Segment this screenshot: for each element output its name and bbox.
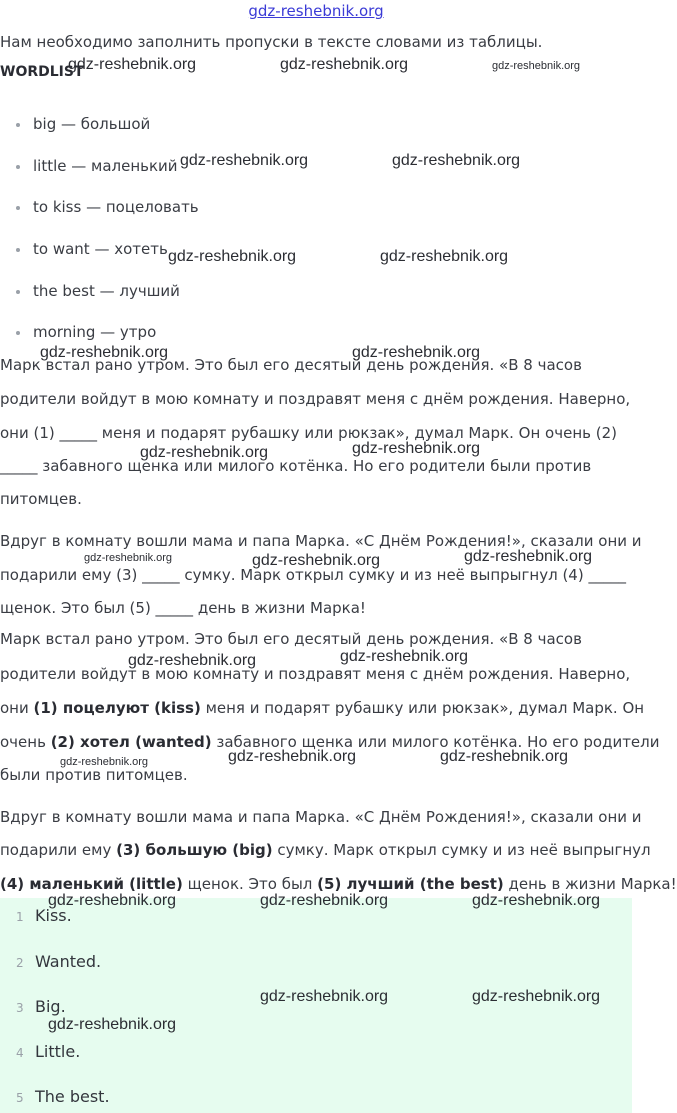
task-line: родители войдут в мою комнату и поздравят меня с днём рождения. Наверно, (0, 390, 631, 408)
bullet-icon (16, 123, 20, 127)
solution-line (0, 875, 677, 893)
watermark: gdz-reshebnik.org (280, 56, 409, 73)
answer-text: Big. (35, 997, 66, 1016)
wordlist-item (16, 323, 156, 341)
watermark: gdz-reshebnik.org (472, 892, 601, 909)
solution-line: родители войдут в мою комнату и поздравят меня с днём рождения. Наверно, (0, 665, 631, 683)
task-line: подарили ему (3) _____ сумку. Марк открыл сумку и из неё выпрыгнул (4) _____ (0, 566, 626, 584)
watermark: gdz-reshebnik.org (340, 648, 469, 665)
watermark: gdz-reshebnik.org (140, 444, 269, 461)
bullet-icon (16, 290, 20, 294)
answer-number: 2 (16, 956, 24, 970)
bullet-icon (16, 206, 20, 210)
answer-highlight: (2) хотел (wanted) (50, 733, 212, 751)
watermark: gdz-reshebnik.org (380, 248, 509, 265)
wordlist-item-text: morning — утро (33, 323, 157, 341)
watermark: gdz-reshebnik.org (84, 552, 173, 564)
answer-number: 4 (16, 1046, 24, 1060)
wordlist-item (16, 282, 180, 300)
answer-item (16, 1087, 110, 1106)
watermark: gdz-reshebnik.org (60, 756, 149, 768)
answer-highlight: (1) поцелуют (kiss) (33, 699, 201, 717)
wordlist-item (16, 240, 168, 258)
solution-line: Марк встал рано утром. Это был его десятый день рождения. «В 8 часов (0, 630, 582, 648)
answer-item (16, 1042, 80, 1061)
bullet-icon (16, 331, 20, 335)
watermark: gdz-reshebnik.org (260, 988, 389, 1005)
solution-text: сумку. Марк открыл сумку и из неё выпрыгнул (272, 841, 651, 859)
watermark: gdz-reshebnik.org (392, 152, 521, 169)
answer-number: 1 (16, 910, 24, 924)
answer-text: Little. (35, 1042, 81, 1061)
watermark: gdz-reshebnik.org (48, 1016, 177, 1033)
watermark: gdz-reshebnik.org (492, 60, 581, 72)
wordlist-item (16, 115, 150, 133)
watermark: gdz-reshebnik.org (352, 344, 481, 361)
solution-line (0, 841, 651, 859)
answer-number: 5 (16, 1091, 24, 1105)
answer-text: The best. (35, 1087, 110, 1106)
watermark: gdz-reshebnik.org (40, 344, 169, 361)
solution-line: были против питомцев. (0, 766, 188, 784)
task-line: питомцев. (0, 490, 82, 508)
task-line: _____ забавного щенка или милого котёнка. Но его родители были против (0, 457, 592, 475)
solution-line: Вдруг в комнату вошли мама и папа Марка. «С Днём Рождения!», сказали они и (0, 808, 642, 826)
watermark: gdz-reshebnik.org (180, 152, 309, 169)
watermark: gdz-reshebnik.org (464, 548, 593, 565)
watermark: gdz-reshebnik.org (128, 652, 257, 669)
watermark: gdz-reshebnik.org (472, 988, 601, 1005)
answer-number: 3 (16, 1001, 24, 1015)
watermark: gdz-reshebnik.org (440, 748, 569, 765)
site-header-link[interactable]: gdz-reshebnik.org (248, 2, 384, 20)
watermark: gdz-reshebnik.org (68, 56, 197, 73)
watermark: gdz-reshebnik.org (48, 892, 177, 909)
solution-text: щенок. Это был (182, 875, 318, 893)
solution-text: день в жизни Марка! (503, 875, 677, 893)
answer-text: Kiss. (35, 906, 72, 925)
watermark: gdz-reshebnik.org (168, 248, 297, 265)
watermark: gdz-reshebnik.org (252, 552, 381, 569)
wordlist-item-text: big — большой (33, 115, 151, 133)
solution-text: меня и подарят рубашку или рюкзак», думал Марк. Он (200, 699, 645, 717)
answer-item (16, 952, 101, 971)
answer-highlight: (3) большую (big) (116, 841, 273, 859)
solution-text: очень (0, 733, 51, 751)
solution-line (0, 699, 645, 717)
watermark: gdz-reshebnik.org (352, 440, 481, 457)
task-line: Марк встал рано утром. Это был его десятый день рождения. «В 8 часов (0, 356, 582, 374)
task-line: они (1) _____ меня и подарят рубашку или рюкзак», думал Марк. Он очень (2) (0, 424, 617, 442)
answer-highlight: (5) лучший (the best) (317, 875, 504, 893)
answer-highlight: (4) маленький (little) (0, 875, 183, 893)
task-line: щенок. Это был (5) _____ день в жизни Марка! (0, 599, 366, 617)
watermark: gdz-reshebnik.org (260, 892, 389, 909)
solution-text: забавного щенка или милого котёнка. Но его родители (211, 733, 660, 751)
answer-item (16, 997, 66, 1016)
solution-text: они (0, 699, 34, 717)
task-line: Вдруг в комнату вошли мама и папа Марка. «С Днём Рождения!», сказали они и (0, 532, 642, 550)
wordlist-item (16, 198, 199, 216)
intro-text: Нам необходимо заполнить пропуски в тексте словами из таблицы. (0, 33, 543, 51)
wordlist-item-text: to want — хотеть (33, 240, 168, 258)
answer-text: Wanted. (35, 952, 102, 971)
wordlist-item-text: to kiss — поцеловать (33, 198, 199, 216)
bullet-icon (16, 248, 20, 252)
bullet-icon (16, 165, 20, 169)
solution-text: подарили ему (0, 841, 117, 859)
wordlist-item-text: the best — лучший (33, 282, 180, 300)
wordlist-title: WORDLIST (0, 64, 84, 80)
wordlist-item (16, 157, 178, 175)
watermark: gdz-reshebnik.org (228, 748, 357, 765)
wordlist-item-text: little — маленький (33, 157, 178, 175)
